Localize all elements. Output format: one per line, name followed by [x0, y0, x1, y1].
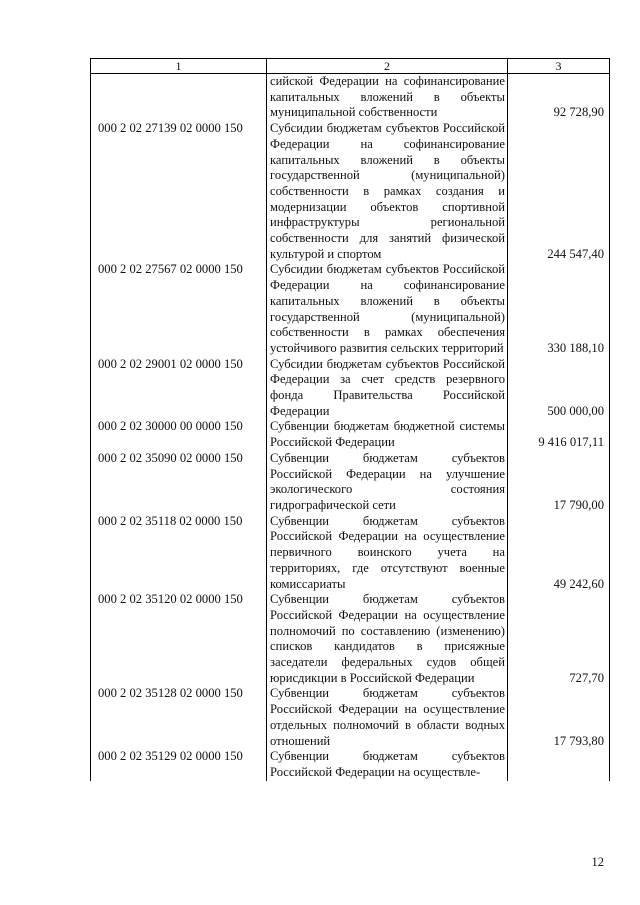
- table-row: [91, 357, 610, 420]
- row-description: Субвенции бюджетам субъектов Российской Федерации на осуществление первичного воинского учета на территориях, где отсутствуют военные комиссариаты: [267, 514, 508, 593]
- row-code: 000 2 02 35129 02 0000 150: [91, 749, 267, 780]
- row-amount: [508, 749, 610, 780]
- row-code: 000 2 02 35090 02 0000 150: [91, 451, 267, 514]
- row-amount: 17 790,00: [508, 451, 610, 514]
- row-amount: 244 547,40: [508, 121, 610, 262]
- row-description: Субвенции бюджетам бюджетной системы Российской Федерации: [267, 419, 508, 450]
- page-number: 12: [591, 855, 604, 869]
- row-code: [91, 74, 267, 122]
- row-amount: 17 793,80: [508, 686, 610, 749]
- row-code: 000 2 02 30000 00 0000 150: [91, 419, 267, 450]
- row-code: 000 2 02 27139 02 0000 150: [91, 121, 267, 262]
- row-amount: 92 728,90: [508, 74, 610, 122]
- table-row: [91, 749, 610, 780]
- table-row: [91, 592, 610, 686]
- table-row: [91, 514, 610, 593]
- row-description: Субсидии бюджетам субъектов Российской Федерации на софинансирование капитальных вложений в объекты государственной (муниципальной) собственности в рамках обеспечения устойчивого развития сельских территорий: [267, 262, 508, 356]
- row-amount: 330 188,10: [508, 262, 610, 356]
- header-col-3: 3: [508, 59, 610, 74]
- table-row: [91, 262, 610, 356]
- row-description: Субвенции бюджетам субъектов Российской Федерации на осуществле-: [267, 749, 508, 780]
- row-description: Субвенции бюджетам субъектов Российской Федерации на улучшение экологического состояния гидрографической сети: [267, 451, 508, 514]
- row-code: 000 2 02 35118 02 0000 150: [91, 514, 267, 593]
- row-amount: 49 242,60: [508, 514, 610, 593]
- row-description: Субсидии бюджетам субъектов Российской Федерации на софинансирование капитальных вложений в объекты государственной (муниципальной) собственности в рамках создания и модернизации объектов спортивной инфраструктуры региональной собственности для занятий физической культурой и спортом: [267, 121, 508, 262]
- table-row: [91, 451, 610, 514]
- row-code: 000 2 02 35128 02 0000 150: [91, 686, 267, 749]
- row-code: 000 2 02 35120 02 0000 150: [91, 592, 267, 686]
- row-code: 000 2 02 27567 02 0000 150: [91, 262, 267, 356]
- row-code: 000 2 02 29001 02 0000 150: [91, 357, 267, 420]
- row-amount: 9 416 017,11: [508, 419, 610, 450]
- row-description: Субсидии бюджетам субъектов Российской Федерации за счет средств резервного фонда Правительства Российской Федерации: [267, 357, 508, 420]
- table-row: [91, 686, 610, 749]
- row-description: сийской Федерации на софинансирование капитальных вложений в объекты муниципальной собственности: [267, 74, 508, 122]
- table-row: [91, 74, 610, 122]
- table-row: [91, 419, 610, 450]
- table-row: [91, 121, 610, 262]
- row-description: Субвенции бюджетам субъектов Российской Федерации на осуществление отдельных полномочий в области водных отношений: [267, 686, 508, 749]
- row-description: Субвенции бюджетам субъектов Российской Федерации на осуществление полномочий по составлению (изменению) списков кандидатов в присяжные заседатели федеральных судов общей юрисдикции в Российской Федерации: [267, 592, 508, 686]
- header-col-1: 1: [91, 59, 267, 74]
- row-amount: 727,70: [508, 592, 610, 686]
- budget-table: [90, 58, 610, 781]
- header-row: [91, 59, 610, 74]
- header-col-2: 2: [267, 59, 508, 74]
- row-amount: 500 000,00: [508, 357, 610, 420]
